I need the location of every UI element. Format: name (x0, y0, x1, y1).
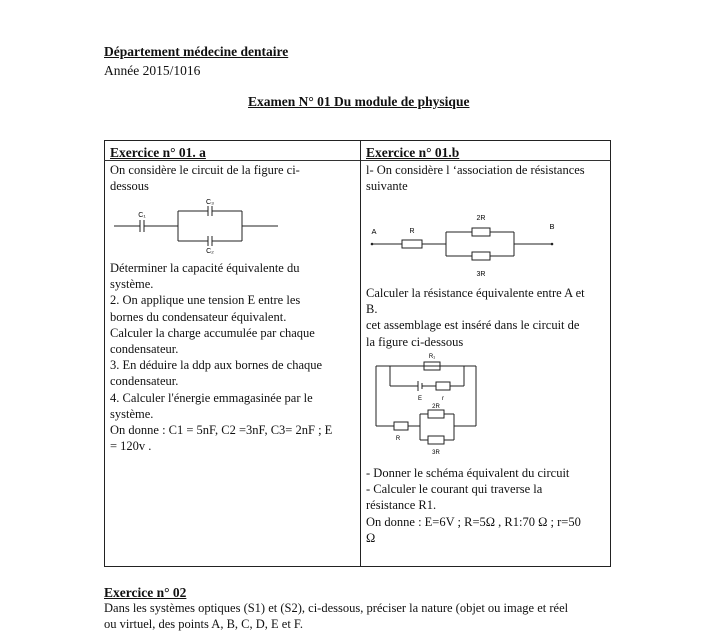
resistor-r-label-fig2: R (395, 436, 401, 442)
resistor-2r-label-fig2: 2R (432, 404, 440, 410)
exercise-1a-intro: On considère le circuit de la figure ci- dessous (110, 163, 300, 194)
c1-label: C₁ (138, 212, 146, 219)
exam-title: Examen N° 01 Du module de physique (248, 94, 470, 109)
exercise-2-title: Exercice n° 02 (104, 585, 187, 600)
academic-year: Année 2015/1016 (104, 63, 201, 78)
exercise-1b-title: Exercice n° 01.b (366, 145, 460, 160)
resistor-2r-label: 2R (476, 215, 486, 222)
resistor-association-figure (366, 204, 562, 280)
exercise-2-text: Dans les systèmes optiques (S1) et (S2), ci-dessous, préciser la nature (objet ou image et réel ou virtuel, des points A, B, C, D, E et F. (104, 601, 569, 632)
resistor-r1-label: R₁ (428, 354, 436, 360)
resistor-3r-label-fig2: 3R (432, 450, 440, 456)
node-b-label: B (549, 222, 555, 231)
c3-label: C₃ (206, 199, 214, 206)
exercise-1a-questions: Déterminer la capacité équivalente du système. 2. On applique une tension E entre les bornes du condensateur équivalent. Calculer la charge accumulée par chaque condensateur. 3. En déduire la ddp aux bornes de chaque condensateur. 4. Calculer l'énergie emmagasinée par le système. On donne : C1 = 5nF, C2 =3nF, C3= 2nF ; E = 120v . (110, 261, 333, 454)
c2-label: C₂ (206, 248, 214, 255)
exercise-1a-title: Exercice n° 01. a (110, 145, 206, 160)
exercise-1b-question-1: Calculer la résistance équivalente entre A et B. cet assemblage est inséré dans le circuit de la figure ci-dessous (366, 286, 585, 349)
exercise-1b-question-2: - Donner le schéma équivalent du circuit - Calculer le courant qui traverse la résistance R1. On donne : E=6V ; R=5Ω , R1:70 Ω ; r=50 Ω (366, 466, 581, 545)
full-circuit-figure (372, 350, 488, 460)
exercise-1b-intro: l- On considère l ‘association de résistances suivante (366, 163, 585, 194)
capacitor-circuit-figure (110, 196, 290, 254)
node-a-label: A (371, 227, 377, 236)
resistor-3r-label: 3R (476, 271, 486, 278)
table-column-divider (360, 140, 361, 567)
battery-e-label: E (417, 396, 423, 402)
resistor-r-label: R (409, 228, 415, 235)
internal-resistance-label: r (442, 396, 444, 402)
department-heading: Département médecine dentaire (104, 44, 289, 59)
